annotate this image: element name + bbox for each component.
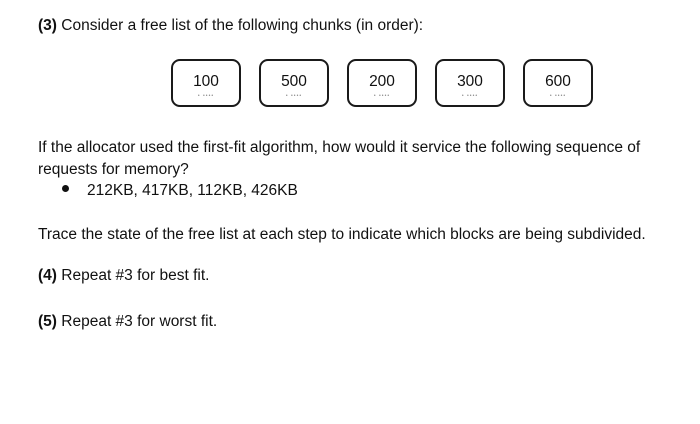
chunk-size-label: 200	[369, 73, 395, 90]
chunk-box	[347, 59, 417, 107]
question-3-body-line-2: requests for memory?	[38, 161, 189, 178]
chunk-box	[171, 59, 241, 107]
chunk-dots-decoration: • ••••	[549, 93, 567, 99]
question-3-heading	[38, 16, 423, 36]
question-4	[38, 266, 209, 286]
free-list-chunks	[171, 59, 593, 107]
chunk-box	[523, 59, 593, 107]
chunk-dots-decoration: • ••••	[197, 93, 215, 99]
chunk-size-label: 500	[281, 73, 307, 90]
question-5-number: (5)	[38, 313, 57, 330]
bullet-icon	[62, 185, 69, 192]
question-4-text: Repeat #3 for best fit.	[61, 267, 210, 284]
chunk-dots-decoration: • ••••	[373, 93, 391, 99]
question-3-body-line-1: If the allocator used the first-fit algorithm, how would it service the following sequence of	[38, 139, 641, 156]
chunk-size-label: 100	[193, 73, 219, 90]
question-4-number: (4)	[38, 267, 57, 284]
question-3-heading-text: Consider a free list of the following chunks (in order):	[61, 17, 424, 34]
question-3-number: (3)	[38, 17, 57, 34]
request-sequence-list-item	[62, 181, 298, 201]
question-5	[38, 312, 217, 332]
question-5-text: Repeat #3 for worst fit.	[61, 313, 218, 330]
chunk-size-label: 600	[545, 73, 571, 90]
chunk-box	[435, 59, 505, 107]
question-3-trace-instruction: Trace the state of the free list at each step to indicate which blocks are being subdivided.	[38, 226, 646, 243]
chunk-dots-decoration: • ••••	[461, 93, 479, 99]
request-sequence: 212KB, 417KB, 112KB, 426KB	[87, 182, 298, 199]
chunk-box	[259, 59, 329, 107]
chunk-dots-decoration: • ••••	[285, 93, 303, 99]
chunk-size-label: 300	[457, 73, 483, 90]
